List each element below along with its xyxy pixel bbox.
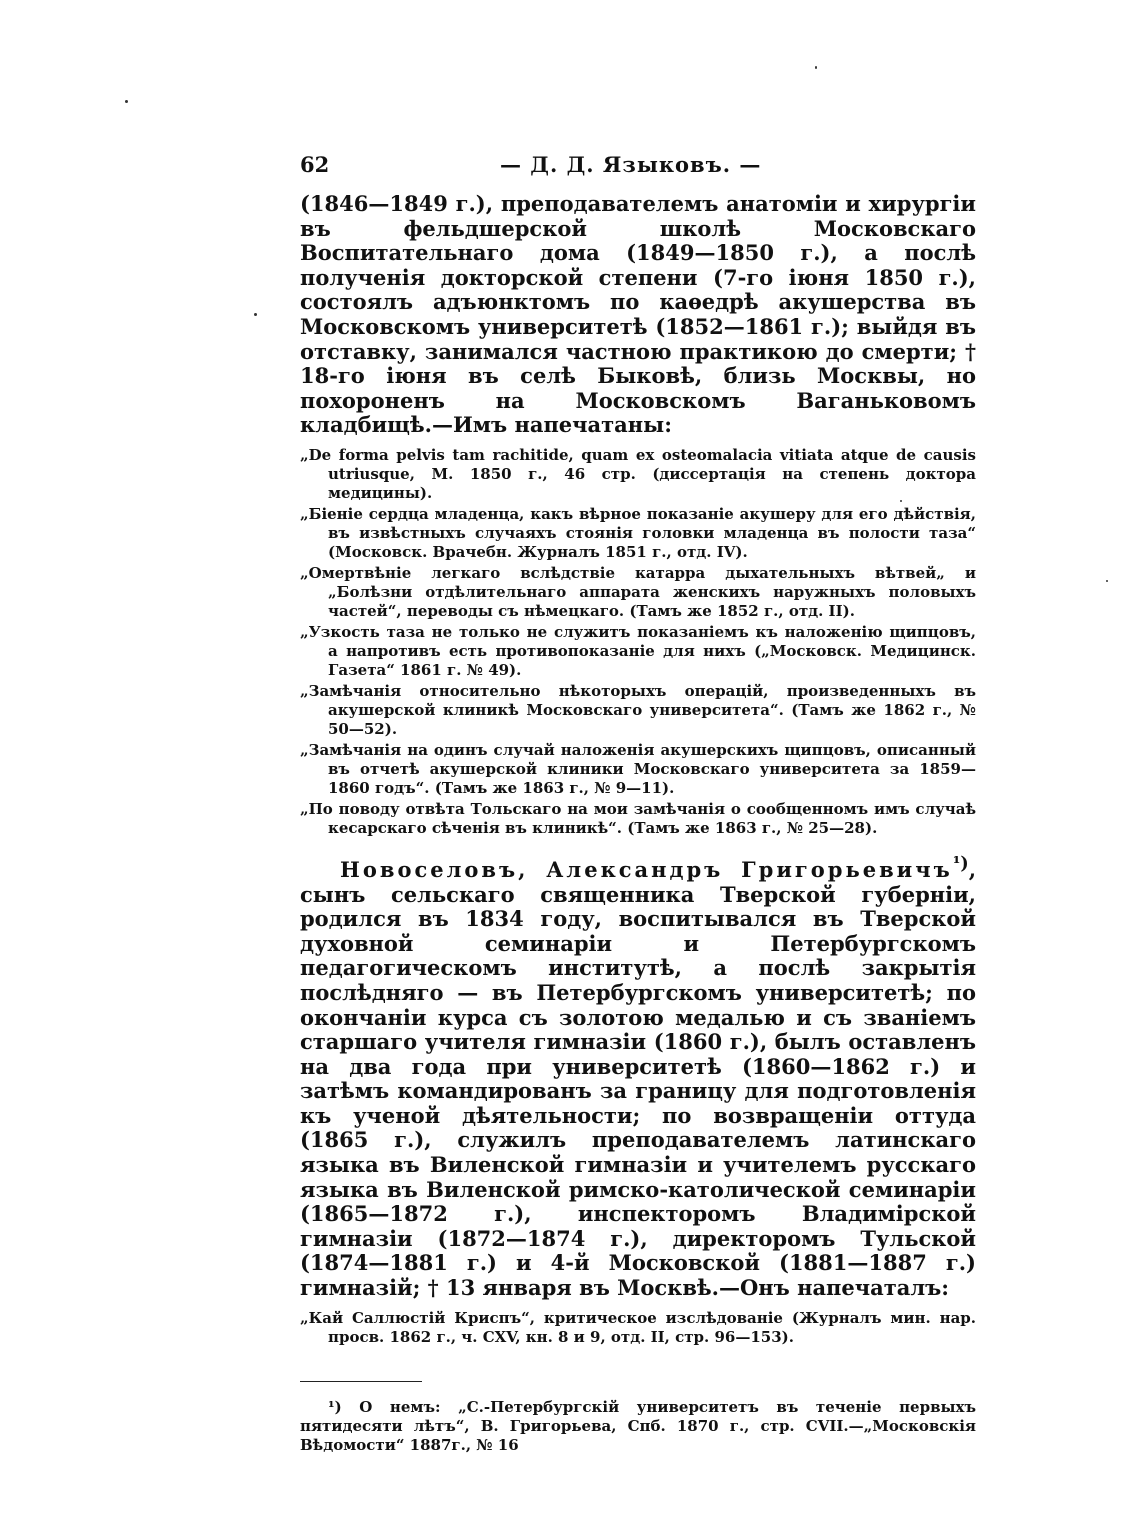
- biography-text: , сынъ сельскаго священника Тверской губерніи, родился въ 1834 году, воспитывался въ Тверской духовной семинаріи и Петербургскомъ педагогическомъ институтѣ, а послѣ закрытія послѣдняго — въ Петербургскомъ университетѣ; по окончаніи курса съ золотою медалью и съ званіемъ старшаго учителя гимназіи (1860 г.), былъ оставленъ на два года при университетѣ (1860—1862 г.) и затѣмъ командированъ за границу для подготовленія къ ученой дѣятельности; по возвращеніи оттуда (1865 г.), служилъ преподавателемъ латинскаго языка въ Виленской гимназіи и учителемъ русскаго языка въ Виленской римско-католической семинаріи (1865—1872 г.), инспекторомъ Владимірской гимназіи (1872—1874 г.), директоромъ Тульской (1874—1881 г.) и 4-й Московской (1881—1887 г.) гимназій; † 13 января въ Москвѣ.—Онъ напечаталъ:: [300, 856, 976, 1301]
- bibliography-entry: „Замѣчанія относительно нѣкоторыхъ операцій, произведенныхъ въ акушерской клиникѣ Московскаго университета“. (Тамъ же 1862 г., № 50—52).: [300, 681, 976, 738]
- bibliography-entry: „Узкость таза не только не служитъ показаніемъ къ наложенію щипцовъ, а напротивъ есть противопоказаніе для нихъ („Московск. Медицинск. Газета“ 1861 г. № 49).: [300, 622, 976, 679]
- bibliography-entry: „Біеніе сердца младенца, какъ вѣрное показаніе акушеру для его дѣйствія, въ извѣстныхъ случаяхъ стоянія головки младенца въ полости таза“ (Московск. Врачебн. Журналъ 1851 г., отд. IV).: [300, 504, 976, 561]
- bibliography-entry: „Замѣчанія на одинъ случай наложенія акушерскихъ щипцовъ, описанный въ отчетѣ акушерской клиники Московскаго университета за 1859—1860 годъ“. (Тамъ же 1863 г., № 9—11).: [300, 740, 976, 797]
- scan-speck: [815, 66, 817, 69]
- running-title: — Д. Д. Языковъ. —: [500, 152, 762, 177]
- bibliography-list-2: [300, 1309, 976, 1347]
- footnote: ¹) О немъ: „С.-Петербургскій университетъ въ теченіе первыхъ пятидесяти лѣтъ“, В. Григорьева, Спб. 1870 г., стр. CVII.—„Московскія Вѣдомости“ 1887г., № 16: [300, 1397, 976, 1454]
- scan-speck: [254, 313, 257, 316]
- paragraph-continuation: (1846—1849 г.), преподавателемъ анатоміи и хирургіи въ фельдшерской школѣ Московскаго Воспитательнаго дома (1849—1850 г.), а послѣ полученія докторской степени (7-го іюня 1850 г.), состоялъ адъюнктомъ по каѳедрѣ акушерства въ Московскомъ университетѣ (1852—1861 г.); выйдя въ отставку, занимался частною практикою до смерти; † 18-го іюня въ селѣ Быковѣ, близь Москвы, но похороненъ на Московскомъ Ваганьковомъ кладбищѣ.—Имъ напечатаны:: [300, 191, 976, 438]
- bibliography-entry: „По поводу отвѣта Тольскаго на мои замѣчанія о сообщенномъ имъ случаѣ кесарскаго сѣченія въ клиникѣ“. (Тамъ же 1863 г., № 25—28).: [300, 799, 976, 837]
- biography-name: Новоселовъ, Александръ Григорьевичъ: [340, 856, 953, 882]
- bibliography-entry: „De forma pelvis tam rachitide, quam ex osteomalacia vitiata atque de causis utriusque, М. 1850 г., 46 стр. (диссертація на степень доктора медицины).: [300, 445, 976, 502]
- scan-speck: [1106, 580, 1108, 582]
- scan-speck: [125, 100, 128, 103]
- bibliography-list: [300, 446, 976, 838]
- bibliography-entry: „Омертвѣніе легкаго вслѣдствіе катарра дыхательныхъ вѣтвей„ и „Болѣзни отдѣлительнаго аппарата женскихъ наружныхъ половыхъ частей“, переводы съ нѣмецкаго. (Тамъ же 1852 г., отд. II).: [300, 563, 976, 620]
- biography-paragraph: [300, 852, 976, 1301]
- page-number: 62: [300, 152, 330, 177]
- footnote-mark: ¹): [952, 853, 969, 874]
- footnote-rule: [300, 1381, 422, 1382]
- bibliography-entry: „Кай Саллюстій Криспъ“, критическое изслѣдованіе (Журналъ мин. нар. просв. 1862 г., ч. CXV, кн. 8 и 9, отд. II, стр. 96—153).: [300, 1308, 976, 1346]
- book-page: [300, 152, 976, 1455]
- page-header: [300, 152, 976, 192]
